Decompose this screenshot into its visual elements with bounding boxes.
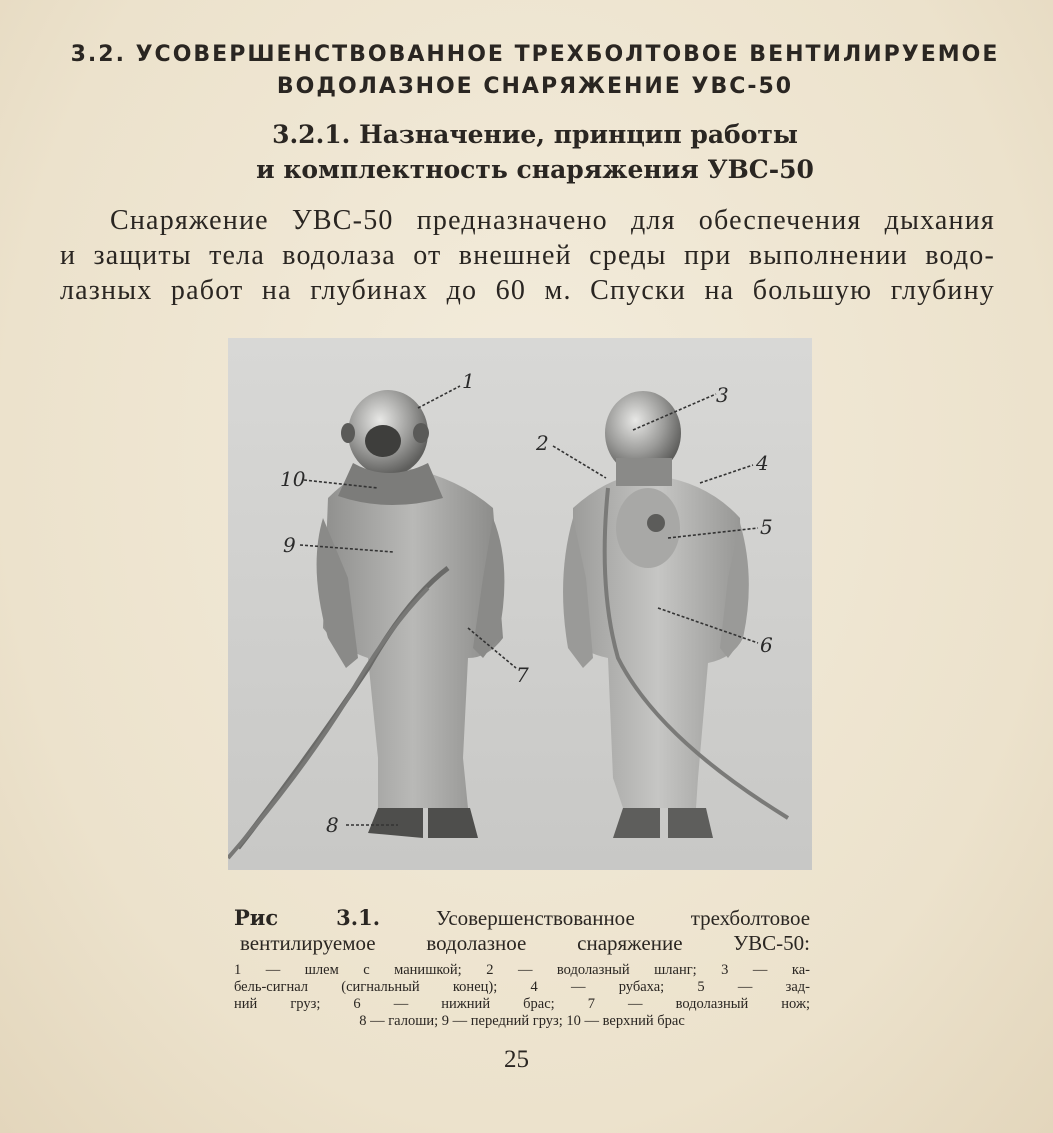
diver-back (563, 391, 788, 838)
diver-front (228, 390, 504, 858)
diver-photo (228, 338, 812, 870)
callout-1: 1 (462, 369, 475, 393)
figure-legend-line-1: 1 — шлем с манишкой; 2 — водолазный шланг; 3 — ка- (234, 962, 810, 978)
callout-5: 5 (760, 515, 773, 539)
figure-caption-title-part1: Усовершенствованное трехболтовое (435, 906, 811, 930)
body-line-3: лазных работ на глубинах до 60 м. Спуски на большую глубину (60, 275, 995, 306)
figure-legend-line-3: ний груз; 6 — нижний брас; 7 — водолазный нож; (234, 996, 810, 1012)
callout-7: 7 (516, 663, 529, 687)
page-number: 25 (504, 1046, 529, 1073)
callout-9: 9 (283, 533, 296, 557)
subsection-title-line-2: и комплектность снаряжения УВС-50 (256, 155, 814, 184)
subsection-title-line-1: 3.2.1. Назначение, принцип работы (272, 120, 798, 149)
figure-legend-line-2: бель-сигнал (сигнальный конец); 4 — рубаха; 5 — зад- (234, 979, 810, 995)
figure-caption-title (234, 905, 810, 931)
callout-4: 4 (756, 451, 769, 475)
callout-3: 3 (716, 383, 729, 407)
figure-caption-title-part2: вентилируемое водолазное снаряжение УВС-50: (240, 931, 810, 955)
diver-photo-illustration (228, 338, 812, 870)
callout-8: 8 (326, 813, 339, 837)
body-line-1: Снаряжение УВС-50 предназначено для обеспечения дыхания (110, 205, 995, 236)
section-title-line-1: 3.2. УСОВЕРШЕНСТВОВАННОЕ ТРЕХБОЛТОВОЕ ВЕНТИЛИРУЕМОЕ (70, 42, 1000, 67)
section-title-line-2: ВОДОЛАЗНОЕ СНАРЯЖЕНИЕ УВС-50 (276, 74, 794, 99)
figure-legend-line-4: 8 — галоши; 9 — передний груз; 10 — верхний брас (359, 1013, 685, 1029)
callout-6: 6 (760, 633, 773, 657)
callout-2: 2 (536, 431, 549, 455)
figure-caption-label: Рис 3.1. (234, 905, 381, 930)
body-line-2: и защиты тела водолаза от внешней среды при выполнении водо- (60, 240, 995, 271)
callout-10: 10 (280, 467, 306, 491)
